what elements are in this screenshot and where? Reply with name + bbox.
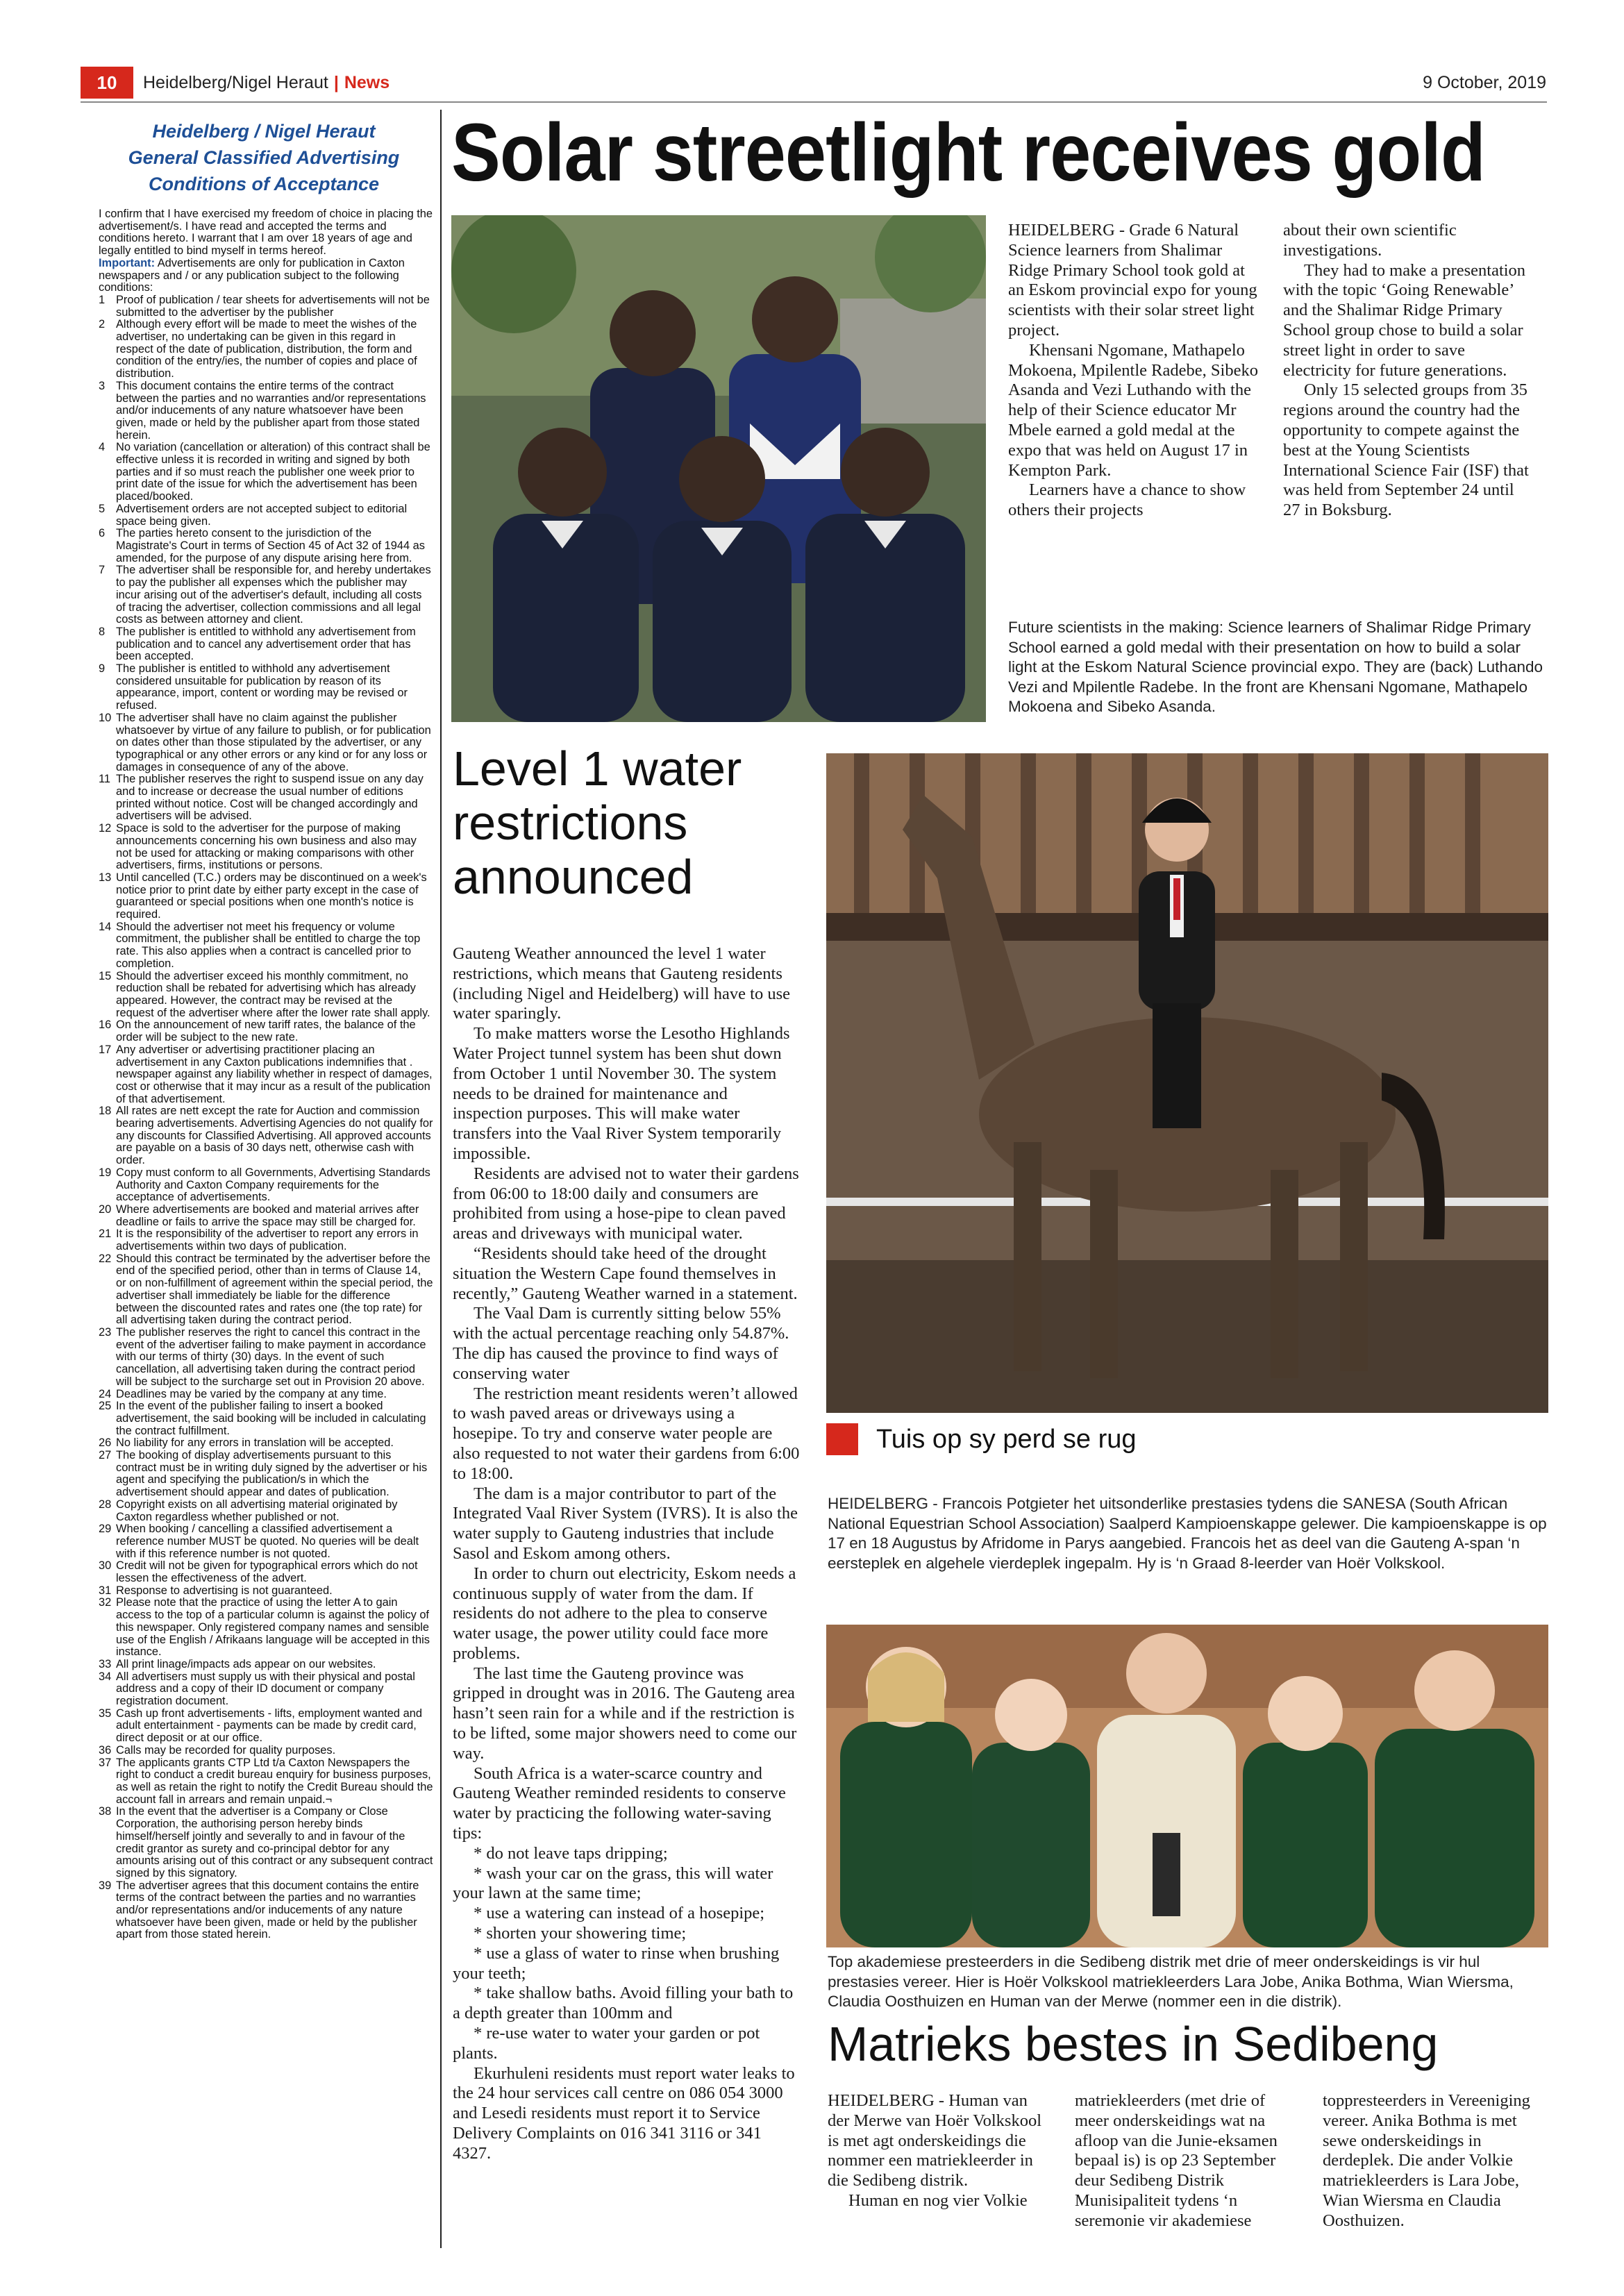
headline-line: announced: [453, 850, 694, 904]
condition-number: 37: [99, 1756, 112, 1769]
condition-text: Should the advertiser exceed his monthly commitment, no reduction shall be rebated for advertising which has already appeared. However, the contract may be revised at the request of the advertiser where after the lower rate shall apply.: [116, 969, 430, 1019]
condition-item: [99, 1437, 433, 1450]
condition-item: [99, 564, 433, 626]
condition-text: Calls may be recorded for quality purposes.: [116, 1743, 336, 1757]
classifieds-title-line: General Classified Advertising: [128, 147, 400, 168]
condition-text: Until cancelled (T.C.) orders may be discontinued on a week's notice prior to print date by either party except in the case of guaranteed or special positions when one month's notice is required.: [116, 871, 427, 921]
headline-water: [453, 741, 814, 904]
condition-item: [99, 1019, 433, 1044]
paragraph: * do not leave taps dripping;: [474, 1843, 668, 1863]
condition-item: [99, 663, 433, 712]
condition-text: Should this contract be terminated by the advertiser before the end of the specified period, other than in terms of Clause 14, or on non-fulfillment of agreement within the special period, the advertiser shall immediately be liable for the difference between the discounted rates and rates one (the top rate) for all advertising taken during the contract period.: [116, 1252, 433, 1327]
condition-number: 3: [99, 379, 106, 392]
paragraph: HEIDELBERG - Human van der Merwe van Hoër Volkskool is met agt onderskeidings die nommer een matriekleerder in die Sedibeng distrik.: [828, 2091, 1042, 2190]
condition-item: [99, 1659, 433, 1671]
condition-text: All advertisers must supply us with their physical and postal address and a copy of their ID document or company registration document.: [116, 1670, 415, 1708]
headline-solar: Solar streetlight receives gold: [451, 107, 1485, 199]
solar-article-col1: [1008, 221, 1258, 521]
rider-photo: [826, 753, 1548, 1413]
condition-item: [99, 1389, 433, 1401]
paragraph: Gauteng Weather announced the level 1 water restrictions, which means that Gauteng residents (including Nigel and Heidelberg) will have to use water sparingly.: [453, 944, 791, 1023]
condition-number: 36: [99, 1743, 112, 1757]
condition-text: No liability for any errors in translation will be accepted.: [116, 1436, 394, 1450]
paragraph: The Vaal Dam is currently sitting below 55% with the actual percentage reaching only 54.87%. The dip has caused the province to find ways of conserving water: [453, 1304, 789, 1383]
header-separator: |: [333, 72, 339, 92]
condition-text: Advertisement orders are not accepted subject to editorial space being given.: [116, 502, 408, 528]
condition-number: 14: [99, 920, 112, 933]
page-number: 10: [81, 67, 133, 99]
condition-text: Should the advertiser not meet his frequency or volume commitment, the publisher shall be entitled to charge the top rate. This also applies when a contract is cancelled prior to completion.: [116, 920, 421, 970]
condition-text: Copy must conform to all Governments, Advertising Standards Authority and Caxton Company requirements for the acceptance of advertisements.: [116, 1166, 430, 1204]
matric-learners-photo: [826, 1625, 1548, 1947]
condition-number: 1: [99, 293, 106, 306]
condition-text: In the event that the advertiser is a Company or Close Corporation, the authorising person hereby binds himself/herself jointly and severally to and in favour of the credit grantor as surety and co-principal debtor for any amounts arising out of this contract or any subsequent contract signed by this signatory.: [116, 1805, 433, 1879]
condition-item: [99, 1253, 433, 1327]
condition-text: Response to advertising is not guaranteed.: [116, 1584, 333, 1597]
condition-text: The publisher reserves the right to cancel this contract in the event of the advertiser failing to make payment in accordance with our terms of thirty (30) days. In the event of such cancellation, all advertising taken during the contract period will be subject to the surcharge set out in Provision 20 above.: [116, 1325, 426, 1388]
paragraph: In order to churn out electricity, Eskom needs a continuous supply of water from the dam. If residents do not adhere to the plea to conserve water usage, the power utility could face more problems.: [453, 1564, 796, 1663]
condition-item: [99, 1228, 433, 1252]
condition-item: [99, 1745, 433, 1757]
condition-number: 9: [99, 662, 106, 676]
condition-number: 24: [99, 1387, 112, 1400]
matric-photo-caption: Top akademiese presteerders in die Sedibeng distrik met drie of meer onderskeidings is vir hul prestasies vereer. Hier is Hoër Volkskool matriekleerders Lara Jobe, Anika Bothma, Wian Wiersma, Claudia Oosthuizen en Human van der Merwe (nommer een in die distrik).: [828, 1953, 1514, 2010]
paragraph: Learners have a chance to show others their projects: [1008, 480, 1246, 520]
paragraph: * take shallow baths. Avoid filling your bath to a depth greater than 100mm and: [453, 1984, 794, 2023]
condition-text: This document contains the entire terms of the contract between the parties and no warranties and/or representations and/or inducements of any nature whatsoever have been given, made or held by the publisher apart from those stated herein.: [116, 379, 426, 442]
condition-item: [99, 1450, 433, 1499]
condition-item: [99, 1757, 433, 1807]
condition-item: [99, 1597, 433, 1659]
condition-item: [99, 1499, 433, 1523]
condition-item: [99, 1523, 433, 1560]
paragraph: The restriction meant residents weren’t allowed to wash paved areas or driveways using a hosepipe. To try and conserve water people are also requested to not water their gardens from 6:00 to 18:00.: [453, 1384, 800, 1483]
condition-item: [99, 503, 433, 528]
classifieds-important: [99, 258, 433, 294]
condition-text: Where advertisements are booked and material arrives after deadline or fails to arrive the space may still be charged for.: [116, 1203, 419, 1228]
condition-text: Any advertiser or advertising practitioner placing an advertisement in any Caxton publications indemnifies that . newspaper against any liability whether in respect of damages, cost or otherwise that it may incur as a result of the publication of that advertisement.: [116, 1043, 433, 1105]
condition-text: Space is sold to the advertiser for the purpose of making announcements concerning his own business and also may not be used for attacking or making comparisons with other advertisers, firms, institutions or persons.: [116, 822, 417, 872]
learners-photo: [451, 215, 986, 722]
paragraph: The dam is a major contributor to part of the Integrated Vaal River System (IVRS). It is also the water supply to Gauteng industries that include Sasol and Eskom among others.: [453, 1484, 798, 1563]
condition-item: [99, 823, 433, 872]
condition-text: Although every effort will be made to meet the wishes of the advertiser, no undertaking can be given in this regard in respect of the date of publication, distribution, the form and condition of the entry/ies, the number of copies and place of distribution.: [116, 318, 417, 380]
paragraph: Only 15 selected groups from 35 regions around the country had the opportunity to compete against the best at the Young Scientists International Science Fair (ISF) that was held from September 24 until 27 in Boksburg.: [1283, 380, 1529, 520]
condition-item: [99, 1806, 433, 1879]
condition-text: The publisher is entitled to withhold any advertisement considered unsuitable for publication by reason of its appearance, import, content or wording may be revised or refused.: [116, 662, 408, 712]
condition-number: 13: [99, 871, 112, 884]
condition-text: On the announcement of new tariff rates, the balance of the order will be subject to the new rate.: [116, 1019, 416, 1044]
condition-text: When booking / cancelling a classified advertisement a reference number MUST be quoted. No queries will be dealt with if this reference number is not quoted.: [116, 1523, 419, 1560]
issue-date: 9 October, 2019: [1423, 72, 1546, 92]
condition-text: The advertiser shall be responsible for, and hereby undertakes to pay the publisher all expenses which the publisher may incur arising out of the advertiser's default, including all costs of tracing the advertiser, collection commissions and all legal costs as between attorney and client.: [116, 564, 431, 626]
condition-number: 5: [99, 502, 106, 515]
classifieds-title-line: Heidelberg / Nigel Heraut: [152, 121, 376, 142]
condition-number: 38: [99, 1805, 112, 1818]
headline-line: restrictions: [453, 796, 688, 850]
condition-number: 2: [99, 318, 106, 331]
condition-item: [99, 1560, 433, 1584]
masthead: [143, 67, 390, 99]
classifieds-title: [97, 118, 430, 197]
condition-item: [99, 1204, 433, 1228]
condition-text: Please note that the practice of using the letter A to gain access to the top of a particular column is against the policy of this newspaper. Only registered company names and sensible use of the English / Afrikaans language will be accepted in this instance.: [116, 1596, 430, 1659]
condition-number: 6: [99, 527, 106, 540]
condition-item: [99, 294, 433, 319]
paragraph: The last time the Gauteng province was gripped in drought was in 2016. The Gauteng area hasn’t seen rain for a while and if the restriction is to be lifted, some major showers need to come our way.: [453, 1664, 797, 1763]
condition-item: [99, 1880, 433, 1942]
condition-text: The publisher reserves the right to suspend issue on any day and to increase or decrease the usual number of editions printed without notice. Cost will be changed accordingly and advertisers will be advised.: [116, 773, 424, 823]
condition-item: [99, 872, 433, 921]
condition-item: [99, 971, 433, 1020]
header-rule: [81, 101, 1547, 103]
condition-item: [99, 1671, 433, 1708]
condition-number: 23: [99, 1325, 112, 1339]
matric-article-col2: [1075, 2091, 1297, 2231]
condition-number: 18: [99, 1105, 112, 1118]
condition-text: Deadlines may be varied by the company at any time.: [116, 1387, 387, 1400]
condition-number: 32: [99, 1596, 112, 1609]
horse-story-title: Tuis op sy perd se rug: [876, 1424, 1137, 1454]
paragraph: * wash your car on the grass, this will water your lawn at the same time;: [453, 1863, 773, 1903]
matric-article-col3: [1323, 2091, 1545, 2231]
paragraph: Residents are advised not to water their gardens from 06:00 to 18:00 daily and consumers are prohibited from using a hose-pipe to clean paved areas and driveways with municipal water.: [453, 1164, 799, 1243]
paragraph: about their own scientific investigations.: [1283, 221, 1457, 260]
condition-text: The booking of display advertisements pursuant to this contract must be in writing duly signed by the advertiser or his agent and specifying the publication/s in which the advertisement should appear and dates of publication.: [116, 1449, 428, 1499]
rider-photo-caption: HEIDELBERG - Francois Potgieter het uitsonderlike prestasies tydens die SANESA (South African National Equestrian School Association) Saalperd Kampioenskappe gelewer. Die kampioenskappe is op 17 en 18 Augustus by Afridome in Parys aangebied. Francois het as deel van die Gauteng A-span ‘n eersteplek en algehele vierdeplek ingepalm. Hy is ‘n Graad 8-leerder van Hoër Volkskool.: [828, 1495, 1547, 1572]
condition-item: [99, 1167, 433, 1204]
condition-number: 8: [99, 625, 106, 638]
condition-number: 4: [99, 441, 106, 454]
solar-article-col2: [1283, 221, 1533, 521]
classifieds-intro: I confirm that I have exercised my freedom of choice in placing the advertisement/s. I have read and accepted the terms and conditions hereto. I warrant that I am over 18 years of age and legally entitled to bind myself in terms hereof.: [99, 208, 433, 258]
condition-item: [99, 1044, 433, 1106]
paragraph: Human en nog vier Volkie: [848, 2190, 1028, 2210]
condition-number: 15: [99, 969, 112, 982]
section-name: News: [344, 72, 390, 92]
paragraph: Ekurhuleni residents must report water leaks to the 24 hour services call centre on 086 054 3000 and Lesedi residents must report it to Service Delivery Complaints on 016 341 3116 or 341 4327.: [453, 2063, 795, 2163]
paragraph: matriekleerders (met drie of meer onderskeidings wat na afloop van die Junie-eksamen bepaal is) is op 23 September deur Sedibeng Distrik Munisipaliteit tydens ‘n seremonie vir akademiese: [1075, 2091, 1278, 2230]
condition-number: 35: [99, 1707, 112, 1720]
condition-number: 28: [99, 1498, 112, 1511]
condition-text: Credit will not be given for typographical errors which do not lessen the effectiveness of the advert.: [116, 1559, 418, 1585]
condition-text: The parties hereto consent to the jurisdiction of the Magistrate's Court in terms of Section 45 of Act 32 of 1944 as amended, for the purpose of any dispute arising here from.: [116, 527, 425, 564]
condition-text: The advertiser shall have no claim against the publisher whatsoever by virtue of any failure to publish, or for publication on dates other than those stipulated by the advertiser, or any typographical or any other errors or any kind or for any loss or damages in consequence of any of the above.: [116, 711, 431, 773]
condition-number: 21: [99, 1227, 112, 1241]
condition-number: 12: [99, 822, 112, 835]
condition-item: [99, 1327, 433, 1389]
condition-item: [99, 380, 433, 442]
publication-name: Heidelberg/Nigel Heraut: [143, 72, 328, 92]
condition-number: 10: [99, 711, 112, 724]
condition-number: 7: [99, 564, 106, 577]
condition-item: [99, 528, 433, 564]
paragraph: To make matters worse the Lesotho Highlands Water Project tunnel system has been shut down from October 1 until November 30. The system needs to be drained for maintenance and inspection purposes. This will make water transfers into the Vaal River System temporarily impossible.: [453, 1024, 790, 1163]
condition-number: 16: [99, 1019, 112, 1032]
red-square-marker: [826, 1423, 858, 1455]
conditions-list: [99, 294, 433, 1941]
classifieds-title-line: Conditions of Acceptance: [148, 174, 380, 194]
condition-item: [99, 1585, 433, 1598]
important-label: Important:: [99, 256, 156, 269]
paragraph: Khensani Ngomane, Mathapelo Mokoena, Mpilentle Radebe, Sibeko Asanda and Vezi Luthando with the help of their Science educator Mr Mbele earned a gold medal at the expo that was held on August 17 in Kempton Park.: [1008, 340, 1258, 480]
paragraph: They had to make a presentation with the topic ‘Going Renewable’ and the Shalimar Ridge Primary School group chose to build a solar street light in order to save electricity for future generations.: [1283, 260, 1526, 380]
condition-text: Cash up front advertisements - lifts, employment wanted and adult entertainment - payments can be made by credit card, direct deposit or at our office.: [116, 1707, 422, 1745]
condition-number: 26: [99, 1436, 112, 1450]
condition-item: [99, 1708, 433, 1745]
matric-article-col1: [828, 2091, 1044, 2211]
condition-item: [99, 1105, 433, 1167]
condition-number: 30: [99, 1559, 112, 1573]
important-text: Advertisements are only for publication in Caxton newspapers and / or any publication subject to the following conditions:: [99, 256, 405, 294]
condition-number: 22: [99, 1252, 112, 1265]
condition-text: All rates are nett except the rate for Auction and commission bearing advertisements. Advertising Agencies do not qualify for any discounts for Classified Advertising. All approved accounts are payable on a basis of 30 days nett, otherwise cash with order.: [116, 1105, 433, 1167]
condition-text: Copyright exists on all advertising material originated by Caxton regardless whether published or not.: [116, 1498, 398, 1523]
paragraph: South Africa is a water-scarce country and Gauteng Weather reminded residents to conserve water by practicing the following water-saving tips:: [453, 1763, 786, 1843]
paragraph: HEIDELBERG - Grade 6 Natural Science learners from Shalimar Ridge Primary School took gold at an Eskom provincial expo for young scientists with their solar street light project.: [1008, 221, 1257, 340]
paragraph: * re-use water to water your garden or pot plants.: [453, 2024, 760, 2063]
condition-text: The applicants grants CTP Ltd t/a Caxton Newspapers the right to conduct a credit bureau enquiry for business purposes, as well as retain the right to notify the Credit Bureau should the account fall in arrears and remain unpaid.¬: [116, 1756, 433, 1806]
condition-number: 34: [99, 1670, 112, 1683]
paragraph: * shorten your showering time;: [474, 1924, 687, 1943]
condition-text: The advertiser agrees that this document contains the entire terms of the contract between the parties and no warranties and/or representations and/or inducements of any nature whatsoever have been given, made or held by the publisher apart from those stated herein.: [116, 1879, 419, 1941]
condition-item: [99, 773, 433, 823]
learners-photo-caption: Future scientists in the making: Science learners of Shalimar Ridge Primary School earned a gold medal with their presentation on how to build a solar light at the Eskom Natural Science provincial expo. They are (back) Luthando Vezi and Mpilentle Radebe. In the front are Khensani Ngomane, Mathapelo Mokoena and Sibeko Asanda.: [1008, 619, 1543, 715]
classifieds-conditions: [99, 208, 433, 2246]
condition-item: [99, 442, 433, 503]
condition-item: [99, 626, 433, 663]
paragraph: * use a glass of water to rinse when brushing your teeth;: [453, 1943, 780, 1983]
condition-number: 19: [99, 1166, 112, 1179]
condition-item: [99, 319, 433, 380]
condition-text: The publisher is entitled to withhold any advertisement from publication and to cancel any advertisement order that has been accepted.: [116, 625, 416, 663]
condition-number: 29: [99, 1523, 112, 1536]
condition-item: [99, 1400, 433, 1437]
condition-item: [99, 921, 433, 971]
water-article: [453, 944, 800, 2164]
condition-number: 27: [99, 1449, 112, 1462]
condition-text: All print linage/impacts ads appear on our websites.: [116, 1657, 376, 1670]
condition-number: 39: [99, 1879, 112, 1892]
headline-matric: Matrieks bestes in Sedibeng: [828, 2017, 1439, 2071]
condition-number: 17: [99, 1043, 112, 1056]
condition-number: 33: [99, 1657, 112, 1670]
headline-line: Level 1 water: [453, 741, 742, 796]
condition-number: 25: [99, 1400, 112, 1413]
condition-number: 11: [99, 773, 111, 786]
condition-text: In the event of the publisher failing to insert a booked advertisement, the said booking will be included in calculating the contract fulfillment.: [116, 1400, 426, 1437]
condition-item: [99, 712, 433, 774]
condition-number: 31: [99, 1584, 112, 1597]
condition-text: No variation (cancellation or alteration) of this contract shall be effective unless it is recorded in writing and signed by both parties and if so must reach the publisher one week prior to print date of the issue for which the advertisement has been placed/booked.: [116, 441, 430, 503]
condition-text: It is the responsibility of the advertiser to report any errors in advertisements within two days of publication.: [116, 1227, 419, 1253]
condition-text: Proof of publication / tear sheets for advertisements will not be submitted to the advertiser by the publisher: [116, 293, 430, 319]
paragraph: * use a watering can instead of a hosepipe;: [474, 1904, 765, 1923]
paragraph: “Residents should take heed of the drought situation the Western Cape found themselves in recently,” Gauteng Weather warned in a statement.: [453, 1243, 798, 1303]
paragraph: toppresteerders in Vereeniging vereer. Anika Bothma is met sewe onderskeidings in derdeplek. Die ander Volkie matriekleerders is Lara Jobe, Wian Wiersma en Claudia Oosthuizen.: [1323, 2091, 1530, 2230]
condition-number: 20: [99, 1203, 112, 1216]
